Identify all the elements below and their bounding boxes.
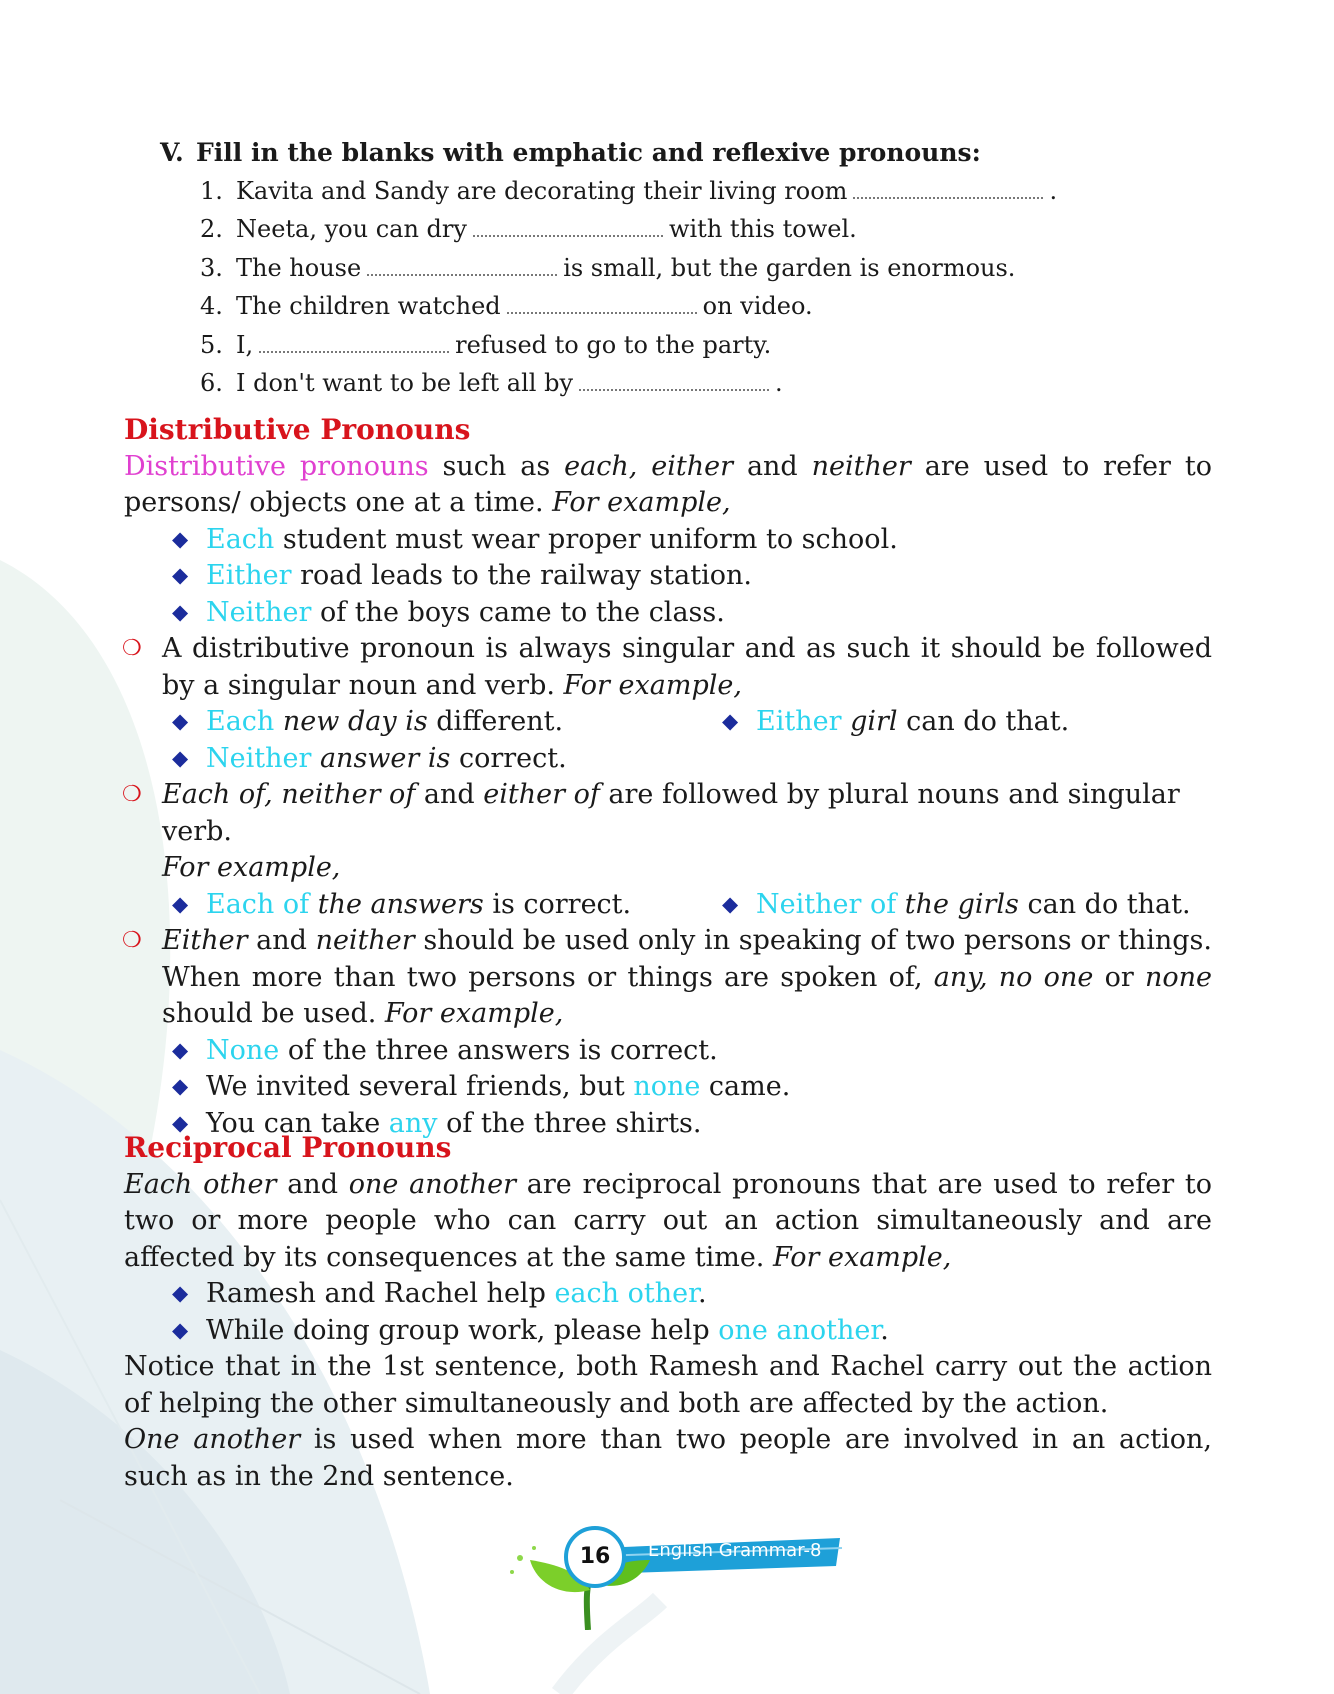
diamond-bullet-icon: ◆ (172, 1037, 189, 1062)
answer-blank[interactable] (259, 335, 449, 353)
diamond-bullet-icon: ◆ (172, 1281, 189, 1305)
reciprocal-section (124, 1130, 1212, 1495)
example-item: ◆ Neither of the girls can do that. (714, 887, 1191, 924)
example-item: ◆ Each new day is different. (164, 704, 563, 741)
diamond-bullet-icon: ◆ (172, 599, 189, 624)
example-item: ◆ Neither of the boys came to the class. (124, 595, 1212, 632)
example-item: ◆ Each student must wear proper uniform to school. (124, 522, 1212, 559)
example-item: ◆ While doing group work, please help one another. (124, 1313, 1212, 1350)
list-item: 2. Neeta, you can dry with this towel. (200, 215, 857, 244)
diamond-bullet-icon: ◆ (172, 526, 189, 551)
fill-in-list (200, 172, 1057, 402)
section-title: Distributive Pronouns (124, 413, 471, 446)
diamond-bullet-icon: ◆ (172, 1317, 189, 1342)
footer-banner (500, 1520, 860, 1630)
example-row (124, 887, 1212, 924)
intro-paragraph: Distributive pronouns such as each, either and neither are used to refer to persons/ objects one at a time. For example, (124, 450, 1212, 518)
section-title: Reciprocal Pronouns (124, 1131, 452, 1164)
diamond-bullet-icon: ◆ (172, 1074, 189, 1098)
rule-bullet: ❍ Either and neither should be used only in speaking of two persons or things. When more than two persons or things are spoken of, any, no one or none should be used. For example, (122, 925, 1212, 1029)
intro-paragraph: Each other and one another are reciprocal pronouns that are used to refer to two or more people who can carry out an action simultaneously and are affected by its consequences at the same time. For example, (124, 1168, 1213, 1273)
example-item: ◆ You can take any of the three shirts. (124, 1106, 1212, 1143)
diamond-bullet-icon: ◆ (172, 709, 189, 733)
rule-bullet: ❍ Each of, neither of and either of are followed by plural nouns and singular verb. For example, (122, 779, 1180, 883)
list-item: 4. The children watched on video. (200, 292, 813, 321)
example-item: ◆ We invited several friends, but none came. (124, 1069, 1212, 1106)
diamond-bullet-icon: ◆ (722, 709, 739, 733)
page-footer (500, 1520, 860, 1630)
example-item: ◆ Either girl can do that. (714, 704, 1069, 741)
rule-bullet: ❍ A distributive pronoun is always singular and as such it should be followed by a singular noun and verb. For example, (122, 633, 1212, 701)
list-item: 6. I don't want to be left all by . (200, 368, 783, 397)
list-item: 5. I, refused to go to the party. (200, 330, 772, 359)
diamond-bullet-icon: ◆ (172, 745, 189, 770)
example-row (124, 704, 1212, 741)
answer-blank[interactable] (579, 373, 769, 391)
exercise-title: Fill in the blanks with emphatic and reflexive pronouns: (196, 138, 981, 167)
example-item: ◆ Neither answer is correct. (124, 741, 1212, 778)
diamond-bullet-icon: ◆ (722, 891, 739, 916)
answer-blank[interactable] (853, 181, 1043, 199)
notice-paragraph: Notice that in the 1st sentence, both Ramesh and Rachel carry out the action of helping the other simultaneously and both are affected by the action. (124, 1351, 1212, 1419)
distributive-section (124, 412, 1212, 1142)
answer-blank[interactable] (367, 258, 557, 276)
exercise-number: V. (160, 138, 184, 167)
circle-bullet-icon: ❍ (122, 636, 142, 661)
diamond-bullet-icon: ◆ (172, 563, 189, 587)
circle-bullet-icon: ❍ (122, 782, 142, 807)
exercise-heading (160, 138, 981, 167)
diamond-bullet-icon: ◆ (172, 1110, 189, 1135)
example-item: ◆ Either road leads to the railway station. (124, 558, 1212, 595)
diamond-bullet-icon: ◆ (172, 891, 189, 916)
list-item: 3. The house is small, but the garden is enormous. (200, 253, 1016, 282)
book-title: English Grammar-8 (648, 1540, 822, 1561)
answer-blank[interactable] (473, 219, 663, 237)
answer-blank[interactable] (507, 296, 697, 314)
key-term: Distributive pronouns (124, 450, 429, 482)
list-item: 1. Kavita and Sandy are decorating their living room . (200, 177, 1058, 205)
closing-paragraph: One another is used when more than two people are involved in an action, such as in the 2nd sentence. (124, 1424, 1212, 1492)
example-item: ◆ None of the three answers is correct. (124, 1033, 1212, 1070)
example-item: ◆ Ramesh and Rachel help each other. (124, 1276, 1212, 1313)
page-number: 16 (564, 1526, 626, 1588)
example-item: ◆ Each of the answers is correct. (164, 887, 631, 924)
circle-bullet-icon: ❍ (122, 928, 142, 953)
